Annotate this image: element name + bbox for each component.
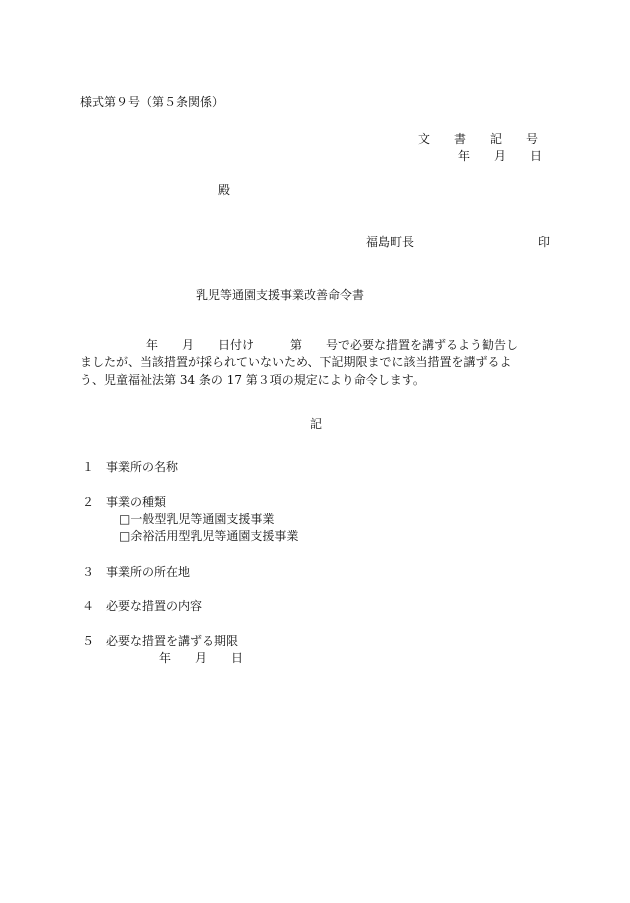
body-line-1: 年 月 日付け 第 号で必要な措置を講ずるよう勧告し [146, 338, 519, 352]
item-number: ２ [82, 495, 95, 509]
seal-mark: 印 [538, 235, 551, 249]
item-number: ４ [82, 599, 95, 613]
ki-heading: 記 [310, 417, 323, 431]
business-option-general: □一般型乳児等通園支援事業 [119, 512, 275, 526]
item-label: 事業所の名称 [106, 460, 179, 474]
body-line-2: ましたが、当該措置が採られていないため、下記期限までに該当措置を講ずるよ [80, 355, 512, 369]
deadline-date: 年 月 日 [159, 651, 244, 665]
issuer-title: 福島町長 [366, 235, 415, 249]
item-label: 事業の種類 [106, 495, 167, 509]
addressee-suffix: 殿 [218, 183, 231, 197]
body-line-3: う、児童福祉法第 34 条の 17 第３項の規定により命令します。 [80, 373, 425, 387]
document-number-line: 文 書 記 号 [418, 132, 539, 146]
date-line: 年 月 日 [458, 149, 543, 163]
form-label: 様式第９号（第５条関係） [80, 95, 225, 109]
item-label: 必要な措置の内容 [106, 599, 203, 613]
item-number: ５ [82, 634, 95, 648]
item-number: １ [82, 460, 95, 474]
business-option-surplus: □余裕活用型乳児等通園支援事業 [119, 529, 299, 543]
item-label: 事業所の所在地 [106, 565, 191, 579]
document-title: 乳児等通園支援事業改善命令書 [196, 288, 365, 302]
item-label: 必要な措置を講ずる期限 [106, 634, 239, 648]
item-number: ３ [82, 565, 95, 579]
